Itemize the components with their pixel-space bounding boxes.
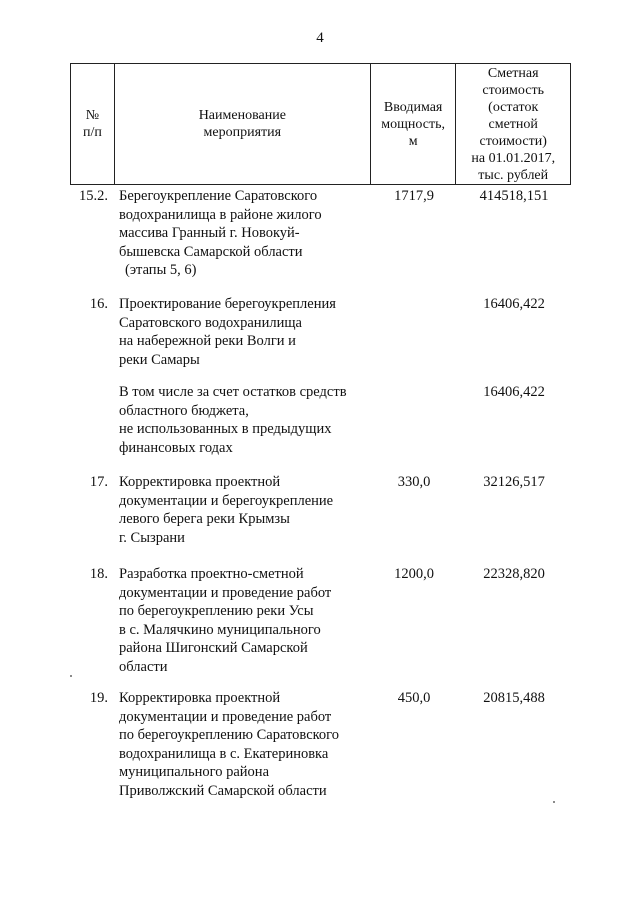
row-name-line: документации и берегоукрепление <box>119 492 334 509</box>
row-number <box>70 383 114 473</box>
row-cost: 16406,422 <box>483 384 545 400</box>
header-col-name <box>115 64 371 184</box>
header-text: м <box>408 133 418 149</box>
row-name <box>114 689 371 801</box>
header-text: стоимость <box>482 82 544 98</box>
row-name-line: района Шигонский Самарской <box>119 640 308 656</box>
scan-speck <box>553 801 555 803</box>
header-text: сметной <box>488 116 538 132</box>
row-name <box>114 295 371 383</box>
table-body <box>70 187 571 801</box>
row-cost: 16406,422 <box>483 296 545 312</box>
row-name-line: левого берега реки Крымзы <box>119 511 290 527</box>
row-name-line: финансовых годах <box>119 439 233 456</box>
row-name-line: Корректировка проектной <box>119 690 281 706</box>
header-text: стоимости) <box>479 133 547 149</box>
table-row <box>70 689 571 801</box>
table-row <box>70 565 571 689</box>
header-text: (остаток <box>488 99 539 115</box>
row-name-line: в с. Малячкино муниципального <box>119 621 321 638</box>
row-name-line: документации и проведение работ <box>119 708 332 725</box>
row-name-line: областного бюджета, <box>119 402 249 419</box>
row-name-line: области <box>119 658 168 675</box>
row-name-line: Проектирование берегоукрепления <box>119 296 336 312</box>
row-number: 15.2. <box>79 188 108 204</box>
row-name-line: Берегоукрепление Саратовского <box>119 188 318 204</box>
table-row <box>70 187 571 295</box>
row-name-line: В том числе за счет остатков средств <box>119 384 347 400</box>
page-number: 4 <box>316 30 324 46</box>
row-name-line: документации и проведение работ <box>119 584 332 601</box>
row-capacity <box>371 383 457 473</box>
row-name-line: по берегоукреплению реки Усы <box>119 603 314 619</box>
row-cost: 32126,517 <box>483 474 545 490</box>
row-name-line: Приволжский Самарской области <box>119 782 327 799</box>
row-name-line: Разработка проектно-сметной <box>119 566 304 582</box>
row-name-line: массива Гранный г. Новокуй- <box>119 225 300 241</box>
table-header <box>70 63 571 185</box>
row-name-line: г. Сызрани <box>119 529 185 546</box>
row-name-line: водохранилища в районе жилого <box>119 206 322 223</box>
header-col-number <box>71 64 115 184</box>
row-capacity <box>371 295 457 383</box>
header-col-capacity <box>371 64 457 184</box>
row-cost: 20815,488 <box>483 690 545 706</box>
row-cost: 22328,820 <box>483 566 545 582</box>
scan-speck <box>70 675 72 677</box>
row-name-line: муниципального района <box>119 764 269 780</box>
header-col-cost <box>456 64 570 184</box>
header-text: на 01.01.2017, <box>471 150 556 166</box>
row-name-line: не использованных в предыдущих <box>119 421 332 437</box>
row-name-line: Корректировка проектной <box>119 474 281 490</box>
row-number: 17. <box>89 474 108 490</box>
row-name-line: водохранилища в с. Екатериновка <box>119 745 329 762</box>
table-row <box>70 383 571 473</box>
row-number: 18. <box>89 566 108 582</box>
header-text: тыс. рублей <box>478 167 549 183</box>
row-name <box>114 383 371 473</box>
row-name-line: по берегоукреплению Саратовского <box>119 727 340 743</box>
row-name-line: бышевска Самарской области <box>119 243 303 260</box>
row-capacity: 450,0 <box>397 690 431 706</box>
row-name <box>114 187 371 295</box>
row-name <box>114 565 371 689</box>
row-name-line: реки Самары <box>119 351 200 368</box>
row-name-line: Саратовского водохранилища <box>119 314 302 331</box>
row-capacity: 1200,0 <box>394 566 434 582</box>
row-cost: 414518,151 <box>479 188 549 204</box>
header-text: Наименование <box>198 108 286 123</box>
table-row <box>70 295 571 383</box>
header-text: мощность, <box>381 116 445 132</box>
header-text: № <box>85 108 100 123</box>
row-number: 16. <box>89 296 108 312</box>
header-text: Сметная <box>487 65 539 81</box>
row-name-line: на набережной реки Волги и <box>119 333 296 349</box>
row-capacity: 330,0 <box>397 474 431 490</box>
header-text: Вводимая <box>383 99 443 115</box>
header-text: мероприятия <box>203 125 282 140</box>
table-row <box>70 473 571 565</box>
row-name-line: (этапы 5, 6) <box>125 262 197 278</box>
row-number: 19. <box>89 690 108 706</box>
row-name <box>114 473 371 565</box>
header-text: п/п <box>82 125 102 140</box>
row-capacity: 1717,9 <box>394 188 434 204</box>
